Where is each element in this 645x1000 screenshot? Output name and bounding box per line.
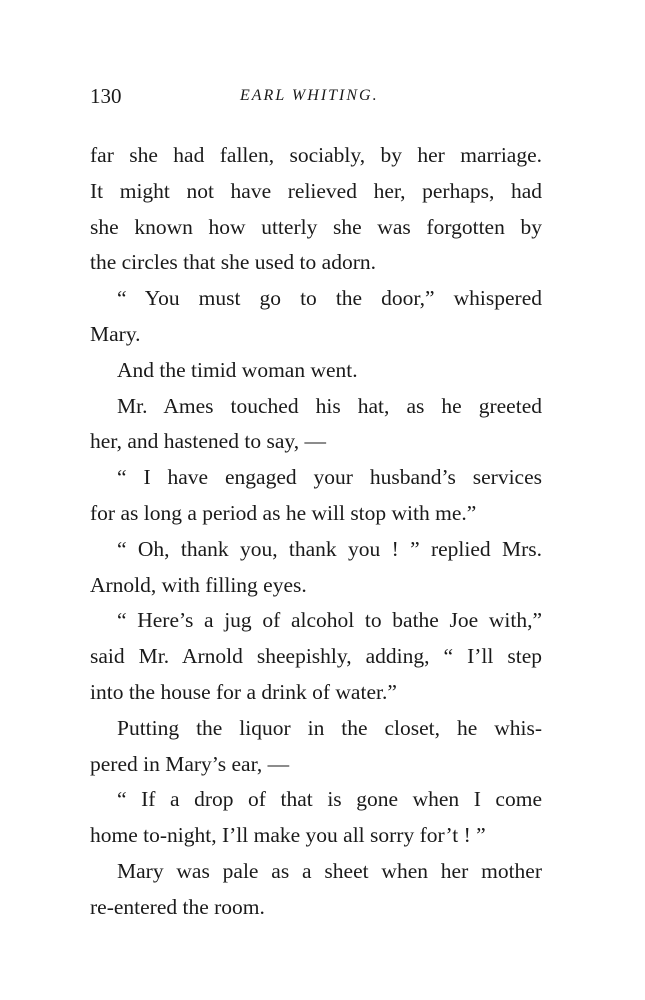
- text-line: far she had fallen, sociably, by her marriage.: [90, 143, 542, 167]
- text-line: It might not have relieved her, perhaps, had: [90, 178, 542, 203]
- text-line: her, and hastened to say, —: [90, 429, 326, 454]
- text-line: Arnold, with filling eyes.: [90, 572, 307, 597]
- page-number: 130: [90, 84, 122, 108]
- text-line: re-entered the room.: [90, 894, 265, 919]
- running-title: EARL WHITING.: [240, 87, 379, 104]
- text-line: “ Oh, thank you, thank you ! ” replied Mrs.: [117, 536, 542, 561]
- text-line: Mr. Ames touched his hat, as he greeted: [117, 393, 542, 418]
- body-text: [90, 138, 542, 926]
- text-line: said Mr. Arnold sheepishly, adding, “ I’ll step: [90, 644, 542, 669]
- text-line: “ Here’s a jug of alcohol to bathe Joe with,”: [117, 608, 542, 633]
- text-line: Putting the liquor in the closet, he whis-: [117, 715, 542, 740]
- text-line: into the house for a drink of water.”: [90, 679, 397, 704]
- text-line: Mary was pale as a sheet when her mother: [117, 858, 542, 883]
- text-line: “ You must go to the door,” whispered: [117, 286, 542, 311]
- text-line: “ I have engaged your husband’s services: [117, 465, 542, 490]
- text-line: Mary.: [90, 321, 141, 346]
- page-header: [90, 84, 542, 114]
- text-line: home to-night, I’ll make you all sorry for’t ! ”: [90, 823, 486, 848]
- text-line: And the timid woman went.: [117, 357, 358, 382]
- text-line: “ If a drop of that is gone when I come: [117, 787, 542, 812]
- text-line: pered in Mary’s ear, —: [90, 751, 290, 776]
- text-line: the circles that she used to adorn.: [90, 250, 376, 275]
- text-line: for as long a period as he will stop with me.”: [90, 500, 477, 525]
- text-line: she known how utterly she was forgotten by: [90, 214, 542, 239]
